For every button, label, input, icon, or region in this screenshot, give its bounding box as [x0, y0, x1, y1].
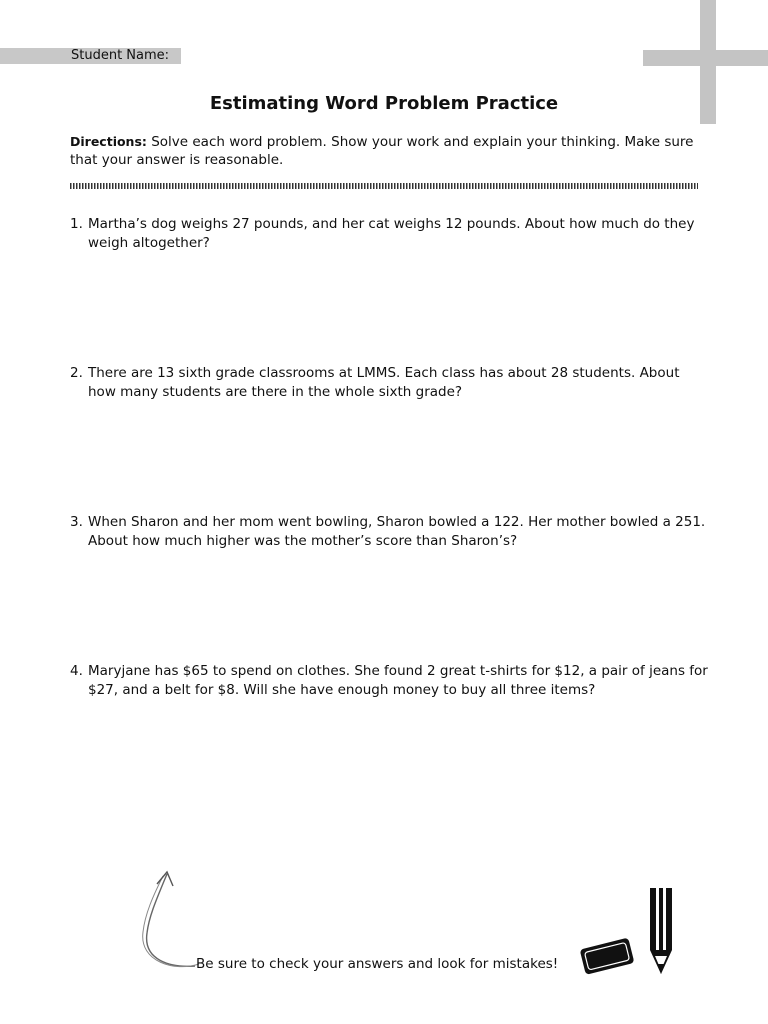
- student-name-label: Student Name:: [71, 48, 170, 63]
- directions-label: Directions:: [70, 134, 147, 149]
- question-text: When Sharon and her mom went bowling, Sharon bowled a 122. Her mother bowled a 251. About how much higher was the mother’s score than Sharon’s?: [88, 514, 706, 549]
- divider: [70, 183, 698, 189]
- curved-arrow-icon: [135, 868, 205, 973]
- question-4: [70, 662, 710, 700]
- directions-text: Solve each word problem. Show your work and explain your thinking. Make sure that your answer is reasonable.: [70, 134, 694, 168]
- question-3: [70, 513, 710, 551]
- worksheet-title: Estimating Word Problem Practice: [209, 93, 559, 114]
- question-text: Maryjane has $65 to spend on clothes. She found 2 great t-shirts for $12, a pair of jeans for $27, and a belt for $8. Will she have enough money to buy all three items?: [88, 663, 708, 698]
- cross-decoration-bar: [643, 50, 768, 66]
- directions: [70, 133, 700, 169]
- question-text: Martha’s dog weighs 27 pounds, and her cat weighs 12 pounds. About how much do they weigh altogether?: [88, 216, 695, 251]
- question-2: [70, 364, 710, 402]
- question-text: There are 13 sixth grade classrooms at LMMS. Each class has about 28 students. About how many students are there in the whole sixth grade?: [88, 365, 680, 400]
- question-number: 4.: [70, 663, 83, 679]
- question-1: [70, 215, 710, 253]
- eraser-icon: [576, 934, 640, 978]
- footer-note: Be sure to check your answers and look for mistakes!: [196, 956, 559, 972]
- pencil-icon: [646, 886, 676, 978]
- question-number: 1.: [70, 216, 83, 232]
- question-number: 3.: [70, 514, 83, 530]
- question-number: 2.: [70, 365, 83, 381]
